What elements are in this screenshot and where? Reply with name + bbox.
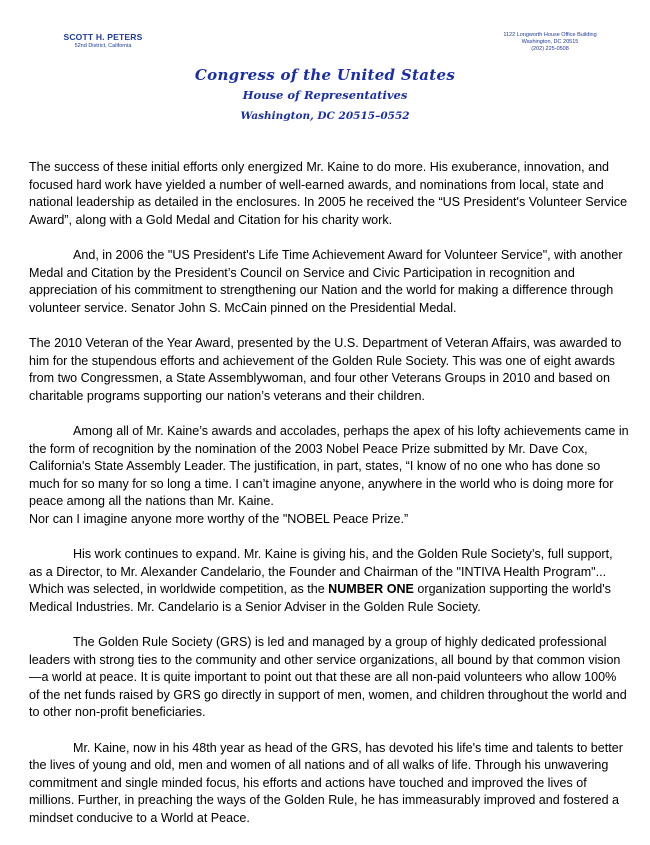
paragraph-awards-intro: The success of these initial efforts only energized Mr. Kaine to do more. His exuberance, innovation, and focused hard work have yielded a number of well-earned awards, and nominations from local, state and national leadership as detailed in the enclosures. In 2005 he received the “US President's Volunteer Service Award”, along with a Gold Medal and Citation for his charity work. bbox=[29, 160, 628, 227]
intiva-text-start: His work continues to expand. Mr. Kaine is giving his, and the Golden Rule Society’s, full support, as a Director, to Mr. Alexander Candelario, the Founder and Chairman of the "INTIVA Health Program"... Which was selected, in worldwide competition, as the bbox=[29, 547, 613, 597]
number-one-emphasis: NUMBER ONE bbox=[328, 582, 414, 597]
paragraph-intiva bbox=[29, 546, 629, 616]
paragraph-nobel-nomination bbox=[29, 423, 629, 529]
member-name: SCOTT H. PETERS bbox=[63, 32, 143, 42]
office-address-line1: 1122 Longworth House Office Building bbox=[503, 32, 597, 38]
office-address-line2: Washington, DC 20515 bbox=[521, 39, 579, 45]
member-block bbox=[58, 32, 148, 49]
paragraph-veteran-award: The 2010 Veteran of the Year Award, presented by the U.S. Department of Veteran Affairs, was awarded to him for the stupendous efforts and achievement of the Golden Rule Society. This was one of eight awards from two Congressmen, a State Assemblywoman, and four other Veterans Groups in 2010 and based on charitable programs supporting our nation’s veterans and their children. bbox=[29, 335, 622, 403]
office-phone: (202) 225-0508 bbox=[531, 46, 569, 52]
member-district: 52nd District, California bbox=[74, 43, 132, 49]
nobel-quote: Among all of Mr. Kaine’s awards and accolades, perhaps the apex of his lofty achievements came in the form of recognition by the nomination of the 2003 Nobel Peace Prize submitted by Mr. Dave Cox, California's State Assembly Leader. The justification, in part, states, “I know of no one who has done so much for so many for so long a time. I can’t imagine anyone, anywhere in the world who is doing more for peace among all the nations than Mr. Kaine. bbox=[29, 423, 629, 509]
paragraph-grs-leadership: The Golden Rule Society (GRS) is led and managed by a group of highly dedicated professional leaders with strong ties to the community and other service organizations, all bound by that common vision—a world at peace. It is quite important to point out that these are all non-paid volunteers who allow 100% of the net funds raised by GRS go directly in support of men, women, and children throughout the world and to other non-profit beneficiaries. bbox=[29, 635, 627, 720]
paragraph-lifetime-award: And, in 2006 the "US President's Life Time Achievement Award for Volunteer Service", with another Medal and Citation by the President’s Council on Service and Civic Participation in recognition and appreciation of his commitment to strengthening our Nation and the world for making a difference through volunteer service. Senator John S. McCain pinned on the Presidential Medal. bbox=[29, 247, 623, 315]
nobel-quote-end: Nor can I imagine anyone more worthy of the "NOBEL Peace Prize.” bbox=[29, 511, 409, 526]
letter-body bbox=[29, 159, 629, 845]
office-address-block bbox=[480, 32, 620, 53]
masthead-house: House of Representatives bbox=[242, 88, 408, 102]
paragraph-kaine-tenure: Mr. Kaine, now in his 48th year as head of the GRS, has devoted his life's time and talents to better the lives of young and old, men and women of all nations and of all walks of life. Through his unwavering commitment and single minded focus, his efforts and actions have touched and improved the lives of millions. Further, in preaching the ways of the Golden Rule, he has immeasurably improved and fostered a mindset conducive to a World at Peace. bbox=[29, 740, 623, 825]
masthead-city: Washington, DC 20515–0552 bbox=[240, 110, 410, 122]
intiva-text-end: organization supporting the world's Medical Industries. Mr. Candelario is a Senior Adviser in the Golden Rule Society. bbox=[29, 582, 611, 614]
masthead-title: Congress of the United States bbox=[194, 66, 456, 84]
